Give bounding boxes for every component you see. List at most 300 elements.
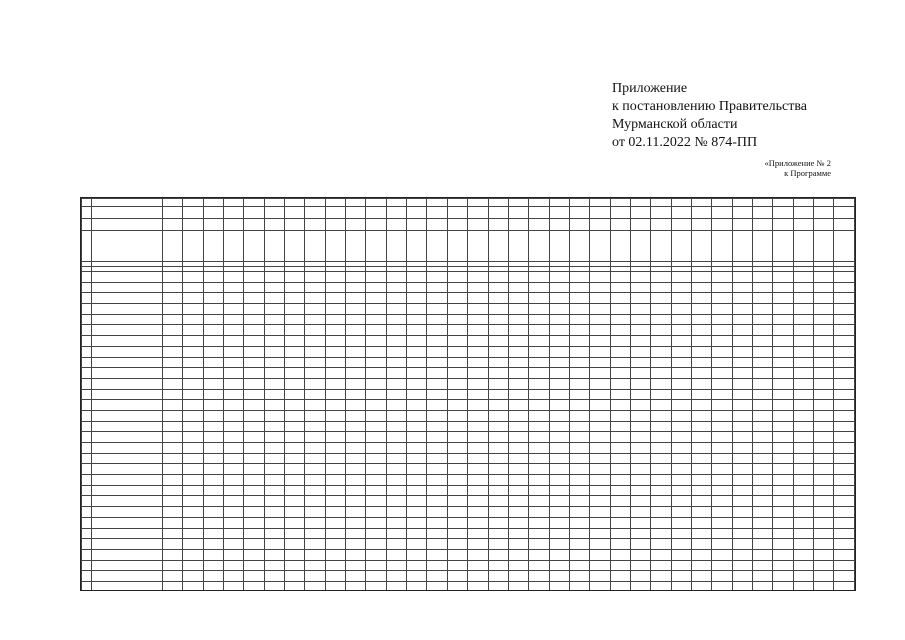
table-cell <box>163 410 183 421</box>
table-cell <box>427 336 447 347</box>
table-cell <box>447 314 467 325</box>
table-header-cell <box>163 219 183 231</box>
table-cell <box>732 368 752 379</box>
table-cell <box>752 581 772 591</box>
table-cell <box>407 272 427 283</box>
table-cell <box>285 443 305 454</box>
table-cell <box>569 304 589 315</box>
table-cell <box>671 539 691 550</box>
table-header-cell <box>264 199 284 207</box>
table-cell <box>325 400 345 411</box>
table-cell <box>529 507 549 518</box>
table-cell <box>203 410 223 421</box>
table-cell <box>793 549 813 560</box>
table-cell <box>793 272 813 283</box>
table-cell <box>549 421 569 432</box>
table-cell <box>203 293 223 304</box>
table-cell <box>488 571 508 582</box>
table-header-cell <box>447 231 467 262</box>
table-cell <box>793 496 813 507</box>
table-cell <box>325 304 345 315</box>
table-cell <box>712 571 732 582</box>
table-cell <box>610 368 630 379</box>
table-cell <box>590 432 610 443</box>
table-header-cell <box>488 207 508 219</box>
table-cell <box>468 389 488 400</box>
table-cell <box>224 496 244 507</box>
table-cell <box>264 293 284 304</box>
table-header-cell <box>82 219 92 231</box>
table-cell <box>346 346 366 357</box>
table-header-cell <box>630 219 650 231</box>
table-cell <box>386 336 406 347</box>
table-cell <box>346 432 366 443</box>
table-cell <box>732 581 752 591</box>
table-cell <box>92 400 163 411</box>
table-cell <box>346 517 366 528</box>
table-cell <box>468 400 488 411</box>
table-cell <box>447 272 467 283</box>
table-cell <box>346 325 366 336</box>
table-cell <box>366 304 386 315</box>
table-cell <box>447 528 467 539</box>
table-cell <box>224 528 244 539</box>
table-cell <box>82 539 92 550</box>
table-header-cell <box>447 219 467 231</box>
table-cell <box>427 496 447 507</box>
table-header-cell <box>305 199 325 207</box>
table-header-cell <box>407 207 427 219</box>
table-cell <box>183 507 203 518</box>
table-cell <box>793 304 813 315</box>
table-header-cell <box>651 219 671 231</box>
table-cell <box>712 293 732 304</box>
table-cell <box>224 507 244 518</box>
table-cell <box>549 378 569 389</box>
table-header-cell <box>814 231 834 262</box>
table-cell <box>346 293 366 304</box>
table-cell <box>325 496 345 507</box>
table-cell <box>508 539 528 550</box>
table-header-cell <box>712 199 732 207</box>
table-cell <box>549 368 569 379</box>
table-cell <box>691 517 711 528</box>
table-cell <box>203 539 223 550</box>
table-cell <box>630 346 650 357</box>
table-cell <box>285 304 305 315</box>
table-cell <box>793 378 813 389</box>
table-cell <box>529 432 549 443</box>
table-cell <box>427 539 447 550</box>
table-cell <box>488 378 508 389</box>
table-cell <box>82 517 92 528</box>
table-cell <box>386 325 406 336</box>
table-cell <box>447 346 467 357</box>
table-cell <box>773 314 793 325</box>
table-cell <box>92 314 163 325</box>
table-cell <box>407 496 427 507</box>
table-cell <box>82 496 92 507</box>
table-cell <box>163 293 183 304</box>
table-cell <box>244 314 264 325</box>
table-cell <box>814 571 834 582</box>
table-cell <box>447 581 467 591</box>
table-cell <box>183 496 203 507</box>
table-cell <box>569 293 589 304</box>
table-cell <box>244 336 264 347</box>
table-cell <box>92 539 163 550</box>
table-cell <box>752 368 772 379</box>
table-cell <box>630 314 650 325</box>
table-cell <box>346 539 366 550</box>
table-cell <box>92 496 163 507</box>
table-cell <box>468 485 488 496</box>
table-cell <box>732 528 752 539</box>
table-cell <box>651 400 671 411</box>
table-header-cell <box>325 199 345 207</box>
table-cell <box>529 272 549 283</box>
table-cell <box>834 485 855 496</box>
table-cell <box>244 485 264 496</box>
table-cell <box>447 282 467 293</box>
table-cell <box>92 272 163 283</box>
appendix-line-4: от 02.11.2022 № 874-ПП <box>612 135 758 150</box>
table-cell <box>549 272 569 283</box>
table-cell <box>82 410 92 421</box>
table-cell <box>224 272 244 283</box>
table-cell <box>163 272 183 283</box>
table-header-cell <box>92 231 163 262</box>
table-cell <box>163 507 183 518</box>
table-cell <box>630 368 650 379</box>
table-header-cell <box>264 219 284 231</box>
table-cell <box>447 400 467 411</box>
table-cell <box>590 581 610 591</box>
table-cell <box>183 272 203 283</box>
table-cell <box>834 560 855 571</box>
table-header-cell <box>386 199 406 207</box>
table-cell <box>773 389 793 400</box>
table-header-cell <box>264 231 284 262</box>
table-cell <box>691 432 711 443</box>
table-row <box>82 507 855 518</box>
table-cell <box>447 496 467 507</box>
table-cell <box>630 432 650 443</box>
table-cell <box>773 421 793 432</box>
table-cell <box>671 496 691 507</box>
table-cell <box>691 357 711 368</box>
table-cell <box>224 304 244 315</box>
table-cell <box>325 272 345 283</box>
table-cell <box>285 485 305 496</box>
table-cell <box>590 453 610 464</box>
appendix-note-line-1: «Приложение № 2 <box>764 158 831 168</box>
table-cell <box>630 410 650 421</box>
table-cell <box>305 410 325 421</box>
table-header-cell <box>203 231 223 262</box>
table-cell <box>488 507 508 518</box>
table-header-cell <box>712 231 732 262</box>
table-cell <box>427 357 447 368</box>
table-cell <box>488 389 508 400</box>
table-cell <box>325 528 345 539</box>
table-row <box>82 485 855 496</box>
table-cell <box>92 517 163 528</box>
table-cell <box>773 528 793 539</box>
table-header-cell <box>488 219 508 231</box>
table-cell <box>508 336 528 347</box>
table-cell <box>203 389 223 400</box>
table-cell <box>793 314 813 325</box>
table-cell <box>427 314 447 325</box>
table-cell <box>752 357 772 368</box>
table-cell <box>752 539 772 550</box>
table-cell <box>407 314 427 325</box>
table-cell <box>468 496 488 507</box>
table-cell <box>569 389 589 400</box>
table-cell <box>468 357 488 368</box>
table-cell <box>529 378 549 389</box>
table-cell <box>305 293 325 304</box>
table-cell <box>610 389 630 400</box>
table-cell <box>366 485 386 496</box>
table-cell <box>305 421 325 432</box>
table-cell <box>569 539 589 550</box>
table-cell <box>264 571 284 582</box>
table-cell <box>386 496 406 507</box>
table-cell <box>691 560 711 571</box>
table-cell <box>183 549 203 560</box>
table-row <box>82 389 855 400</box>
table-cell <box>610 400 630 411</box>
table-cell <box>590 400 610 411</box>
table-cell <box>183 539 203 550</box>
table-cell <box>264 496 284 507</box>
table-cell <box>752 443 772 454</box>
table-cell <box>264 464 284 475</box>
table-cell <box>163 539 183 550</box>
table-cell <box>325 421 345 432</box>
table-cell <box>163 389 183 400</box>
table-cell <box>244 549 264 560</box>
table-cell <box>163 336 183 347</box>
table-cell <box>793 282 813 293</box>
table-cell <box>183 581 203 591</box>
table-cell <box>834 410 855 421</box>
table-cell <box>691 507 711 518</box>
table-header-cell <box>264 207 284 219</box>
table-cell <box>590 475 610 486</box>
table-cell <box>529 410 549 421</box>
table-cell <box>712 485 732 496</box>
table-header-cell <box>752 207 772 219</box>
table-cell <box>305 432 325 443</box>
table-cell <box>407 432 427 443</box>
data-table-container <box>80 197 856 591</box>
table-cell <box>366 378 386 389</box>
table-cell <box>488 314 508 325</box>
table-cell <box>407 336 427 347</box>
table-header-cell <box>529 219 549 231</box>
table-cell <box>264 325 284 336</box>
table-cell <box>183 421 203 432</box>
table-header-cell <box>508 219 528 231</box>
table-header-cell <box>346 207 366 219</box>
table-header-row <box>82 231 855 262</box>
table-row <box>82 336 855 347</box>
table-cell <box>712 464 732 475</box>
table-row <box>82 560 855 571</box>
table-cell <box>92 389 163 400</box>
table-cell <box>92 528 163 539</box>
table-cell <box>773 400 793 411</box>
table-header-row <box>82 207 855 219</box>
table-cell <box>346 357 366 368</box>
table-header-cell <box>691 231 711 262</box>
table-cell <box>264 517 284 528</box>
table-header <box>82 199 855 272</box>
table-cell <box>712 443 732 454</box>
table-cell <box>386 539 406 550</box>
table-cell <box>346 496 366 507</box>
table-cell <box>732 400 752 411</box>
table-cell <box>346 485 366 496</box>
table-cell <box>163 475 183 486</box>
table-cell <box>691 282 711 293</box>
table-row <box>82 400 855 411</box>
table-cell <box>224 464 244 475</box>
table-cell <box>814 400 834 411</box>
table-cell <box>671 464 691 475</box>
table-cell <box>712 346 732 357</box>
table-cell <box>691 549 711 560</box>
table-cell <box>773 282 793 293</box>
table-cell <box>285 560 305 571</box>
table-cell <box>488 272 508 283</box>
table-cell <box>630 464 650 475</box>
table-header-cell <box>92 219 163 231</box>
table-cell <box>346 475 366 486</box>
table-cell <box>386 389 406 400</box>
table-cell <box>427 272 447 283</box>
table-cell <box>569 400 589 411</box>
table-cell <box>183 571 203 582</box>
table-cell <box>427 293 447 304</box>
table-cell <box>224 336 244 347</box>
table-cell <box>285 282 305 293</box>
table-header-cell <box>285 231 305 262</box>
table-cell <box>427 507 447 518</box>
table-cell <box>549 357 569 368</box>
table-cell <box>244 539 264 550</box>
table-cell <box>752 507 772 518</box>
table-cell <box>163 485 183 496</box>
table-cell <box>814 475 834 486</box>
table-cell <box>468 560 488 571</box>
table-cell <box>346 421 366 432</box>
table-cell <box>508 464 528 475</box>
table-cell <box>305 560 325 571</box>
table-row <box>82 581 855 591</box>
table-cell <box>386 304 406 315</box>
table-header-cell <box>732 207 752 219</box>
table-cell <box>569 282 589 293</box>
table-cell <box>773 464 793 475</box>
table-cell <box>183 357 203 368</box>
table-cell <box>366 464 386 475</box>
table-cell <box>163 421 183 432</box>
table-cell <box>834 421 855 432</box>
table-cell <box>203 496 223 507</box>
table-cell <box>814 443 834 454</box>
table-cell <box>691 496 711 507</box>
table-cell <box>793 539 813 550</box>
table-cell <box>590 368 610 379</box>
table-cell <box>651 346 671 357</box>
table-cell <box>610 378 630 389</box>
table-cell <box>712 421 732 432</box>
table-cell <box>366 389 386 400</box>
table-cell <box>325 453 345 464</box>
table-header-cell <box>407 231 427 262</box>
table-header-cell <box>183 219 203 231</box>
table-header-cell <box>630 231 650 262</box>
table-cell <box>325 314 345 325</box>
table-row <box>82 528 855 539</box>
table-cell <box>691 485 711 496</box>
table-cell <box>610 517 630 528</box>
appendix-line-2: к постановлению Правительства <box>612 99 808 114</box>
table-cell <box>305 368 325 379</box>
table-cell <box>407 453 427 464</box>
table-header-cell <box>427 199 447 207</box>
table-cell <box>407 304 427 315</box>
table-cell <box>386 517 406 528</box>
table-cell <box>793 389 813 400</box>
table-cell <box>529 389 549 400</box>
table-cell <box>590 389 610 400</box>
table-cell <box>285 549 305 560</box>
table-cell <box>447 507 467 518</box>
table-cell <box>386 421 406 432</box>
table-cell <box>244 400 264 411</box>
table-cell <box>224 539 244 550</box>
table-cell <box>244 389 264 400</box>
table-cell <box>793 432 813 443</box>
table-header-cell <box>82 207 92 219</box>
table-cell <box>285 539 305 550</box>
table-cell <box>346 453 366 464</box>
table-cell <box>224 389 244 400</box>
table-cell <box>163 368 183 379</box>
table-cell <box>732 357 752 368</box>
table-cell <box>468 282 488 293</box>
table-cell <box>92 336 163 347</box>
table-cell <box>366 549 386 560</box>
table-cell <box>773 549 793 560</box>
table-cell <box>630 539 650 550</box>
appendix-note-line-2: к Программе <box>784 168 831 178</box>
table-header-cell <box>366 199 386 207</box>
table-cell <box>488 410 508 421</box>
table-cell <box>712 325 732 336</box>
table-cell <box>712 432 732 443</box>
table-cell <box>569 453 589 464</box>
table-cell <box>651 560 671 571</box>
table-header-cell <box>447 207 467 219</box>
table-cell <box>468 517 488 528</box>
table-cell <box>183 304 203 315</box>
